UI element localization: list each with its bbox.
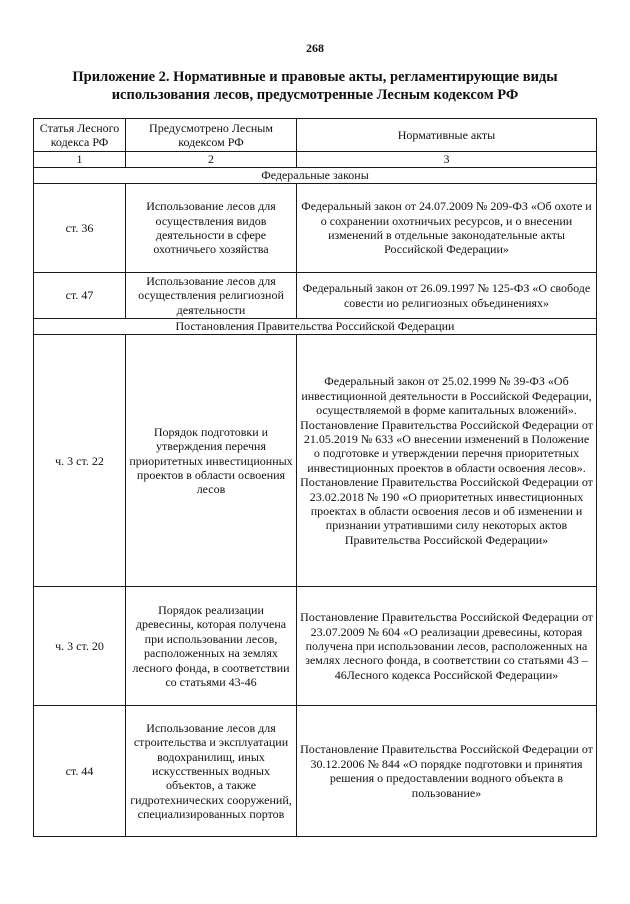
- section-title-federal-laws: Федеральные законы: [34, 168, 597, 184]
- table-row: [34, 706, 597, 837]
- acts-cell: Постановление Правительства Российской Федерации от 30.12.2006 № 844 «О порядке подготовки и принятия решения о предоставлении водного объекта в пользование»: [297, 706, 597, 837]
- provision-cell: Порядок подготовки и утверждения перечня приоритетных инвестиционных проектов в области освоения лесов: [126, 335, 297, 587]
- section-row: [34, 319, 597, 335]
- page-title: Приложение 2. Нормативные и правовые акты, регламентирующие виды использования лесов, предусмотренные Лесным кодексом РФ: [72, 69, 558, 103]
- acts-cell: Федеральный закон от 25.02.1999 № 39-ФЗ «Об инвестиционной деятельности в Российской Федерации, осуществляемой в форме капитальных вложений». Постановление Правительства Российской Федерации от 21.05.2019 № 633 «О внесении изменений в Положение о подготовке и утверждении перечня приоритетных инвестиционных проектов в области освоения лесов». Постановление Правительства Российской Федерации от 23.02.2018 № 190 «О приоритетных инвестиционных проектах в области освоения лесов и об изменении и признании утратившими силу некоторых актов Правительства Российской Федерации»: [297, 335, 597, 587]
- page-number: 268: [306, 41, 324, 55]
- column-number-row: [34, 152, 597, 168]
- article-cell: ч. 3 ст. 22: [34, 335, 126, 587]
- table-row: [34, 335, 597, 587]
- provision-cell: Использование лесов для осуществления религиозной деятельности: [126, 273, 297, 319]
- article-cell: ч. 3 ст. 20: [34, 587, 126, 706]
- acts-cell: Федеральный закон от 24.07.2009 № 209-ФЗ «Об охоте и о сохранении охотничьих ресурсов, и о внесении изменений в отдельные законодательные акты Российской Федерации»: [297, 184, 597, 273]
- provision-cell: Порядок реализации древесины, которая получена при использовании лесов, расположенных на землях лесного фонда, в соответствии со статьями 43-46: [126, 587, 297, 706]
- header-provision: Предусмотрено Лесным кодексом РФ: [126, 119, 297, 152]
- regulatory-acts-table: [33, 118, 597, 837]
- table-header-row: [34, 119, 597, 152]
- header-article: Статья Лесного кодекса РФ: [34, 119, 126, 152]
- section-row: [34, 168, 597, 184]
- acts-cell: Федеральный закон от 26.09.1997 № 125-ФЗ «О свободе совести ио религиозных объединениях»: [297, 273, 597, 319]
- header-acts: Нормативные акты: [297, 119, 597, 152]
- column-number: 3: [297, 152, 597, 168]
- article-cell: ст. 36: [34, 184, 126, 273]
- article-cell: ст. 47: [34, 273, 126, 319]
- acts-cell: Постановление Правительства Российской Федерации от 23.07.2009 № 604 «О реализации древесины, которая получена при использовании лесов, расположенных на землях лесного фонда, в соответствии со статьями 43 – 46Лесного кодекса Российской Федерации»: [297, 587, 597, 706]
- table-row: [34, 184, 597, 273]
- column-number: 2: [126, 152, 297, 168]
- table-row: [34, 587, 597, 706]
- provision-cell: Использование лесов для осуществления видов деятельности в сфере охотничьего хозяйства: [126, 184, 297, 273]
- column-number: 1: [34, 152, 126, 168]
- table-row: [34, 273, 597, 319]
- provision-cell: Использование лесов для строительства и эксплуатации водохранилищ, иных искусственных водных объектов, а также гидротехнических сооружений, специализированных портов: [126, 706, 297, 837]
- article-cell: ст. 44: [34, 706, 126, 837]
- section-title-government-decrees: Постановления Правительства Российской Федерации: [34, 319, 597, 335]
